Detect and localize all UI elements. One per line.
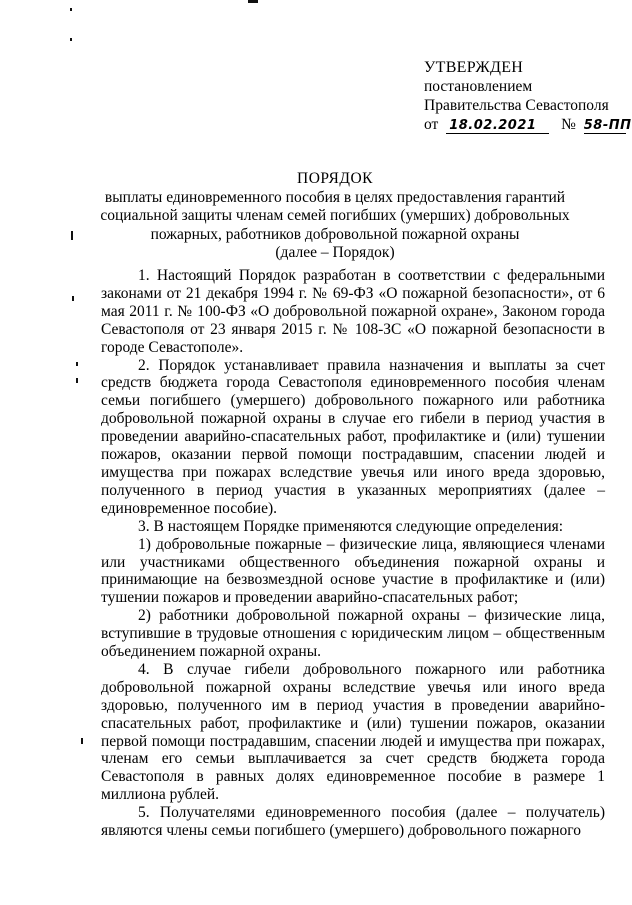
number-field xyxy=(583,117,632,134)
scan-artifact xyxy=(70,8,72,11)
scan-artifact xyxy=(71,231,73,240)
title-main: ПОРЯДОК xyxy=(297,170,373,187)
approval-line: постановлением xyxy=(424,78,533,95)
date-value: 18.02.2021 xyxy=(449,118,537,133)
paragraph-3: 3. В настоящем Порядке применяются следующие определения: xyxy=(138,517,564,535)
approval-heading: УТВЕРЖДЕН xyxy=(424,59,524,76)
scan-artifact xyxy=(70,38,72,41)
title-alias: (далее – Порядок) xyxy=(275,244,395,261)
paragraph-1: 1. Настоящий Порядок разработан в соответствии с федеральными законами от 21 декабря 1994 г. № 69-ФЗ «О пожарной безопасности», от 6 мая 2011 г. № 100-ФЗ «О добровольной пожарной охране», Законом города Севастополя от 23 января 2015 г. № 108-ЗС «О пожарной безопасности в городе Севастополе». xyxy=(101,267,605,356)
approval-line: Правительства Севастополя xyxy=(424,97,609,114)
number-value: 58-ПП xyxy=(583,118,632,133)
number-prefix: № xyxy=(561,116,576,133)
paragraph-2: 2. Порядок устанавливает правила назначения и выплаты за счет средств бюджета города Севастополя единовременного пособия членам семьи погибшего (умершего) добровольного пожарного или работника добровольной пожарной охраны в случае его гибели в период участия в проведении аварийно-спасательных работ, профилактике и (или) тушении пожаров, оказании первой помощи пострадавшим, спасении людей и имущества при пожарах вследствие увечья или иного вреда здоровью, полученного в период участия в указанных мероприятиях (далее – единовременное пособие). xyxy=(101,356,605,517)
approval-block xyxy=(424,58,632,134)
date-prefix: от xyxy=(424,116,439,133)
definition-1: 1) добровольные пожарные – физические лица, являющиеся членами или участниками общественного объединения пожарной охраны и принимающие на безвозмездной основе участие в профилактике и (или) тушении пожаров и проведении аварийно-спасательных работ; xyxy=(101,535,605,607)
scan-artifact xyxy=(76,362,78,366)
scan-artifact xyxy=(76,378,78,383)
document-body xyxy=(101,267,605,840)
title-subtitle: выплаты единовременного пособия в целях предоставления гарантий социальной защиты членам семей погибших (умерших) добровольных пожарных, работников добровольной пожарной охраны xyxy=(100,188,570,243)
definition-2: 2) работники добровольной пожарной охраны – физические лица, вступившие в трудовые отношения с юридическим лицом – общественным объединением пожарной охраны. xyxy=(101,607,605,661)
paragraph-4: 4. В случае гибели добровольного пожарного или работника добровольной пожарной охраны вследствие увечья или иного вреда здоровью, полученного им в период участия в проведении аварийно-спасательных работ, профилактике и (или) тушении пожаров, оказании первой помощи пострадавшим, спасении людей и имущества при пожарах, членам его семьи выплачивается за счет средств бюджета города Севастополя в равных долях единовременное пособие в размере 1 миллиона рублей. xyxy=(101,660,605,804)
paragraph-5: 5. Получателями единовременного пособия (далее – получатель) являются члены семьи погибшего (умершего) добровольного пожарного xyxy=(101,804,605,840)
scan-artifact xyxy=(81,738,83,744)
date-field xyxy=(446,117,549,134)
approval-date-line xyxy=(424,115,632,134)
document-title xyxy=(100,170,570,263)
scan-artifact xyxy=(248,0,258,3)
scan-artifact xyxy=(72,296,74,301)
